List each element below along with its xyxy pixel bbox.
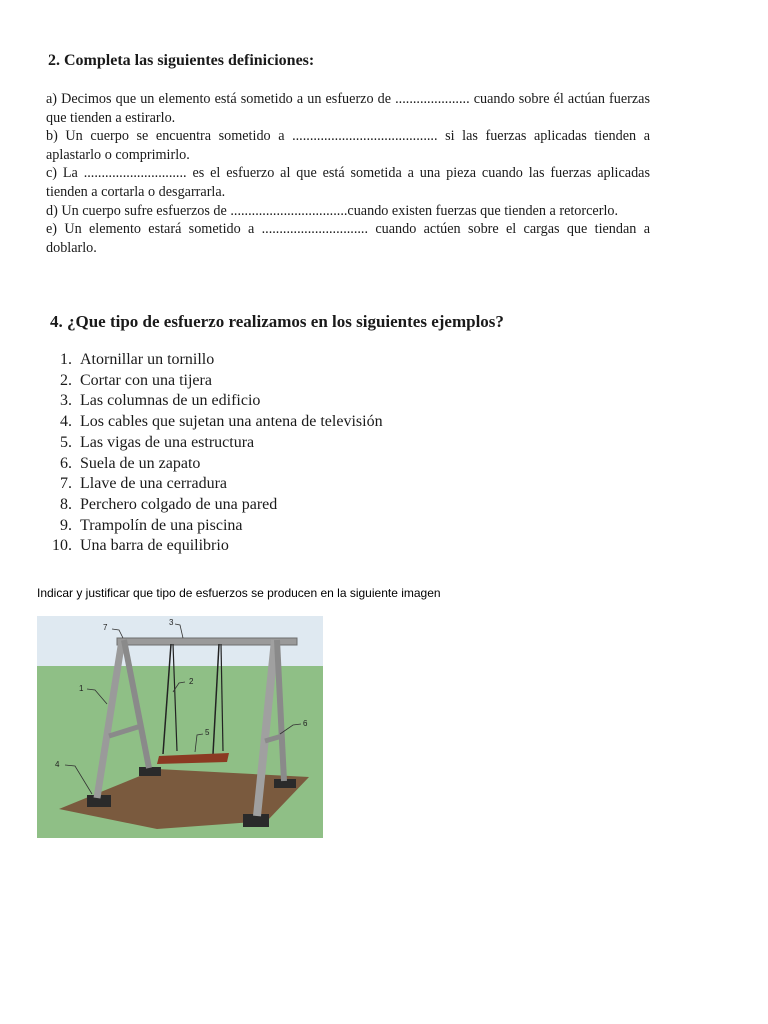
definition-a: a) Decimos que un elemento está sometido a un esfuerzo de ..................... cuando sobre él actúan fuerzas que tienden a estirarlo. <box>46 91 650 126</box>
figure-label-5: 5 <box>205 728 210 737</box>
item-number: 5. <box>60 433 72 451</box>
list-item <box>50 536 650 557</box>
section-2 <box>46 52 650 257</box>
item-text: Las columnas de un edificio <box>80 392 261 410</box>
item-text: Suela de un zapato <box>80 454 201 472</box>
figure-label-3: 3 <box>169 618 174 627</box>
definitions-list <box>46 90 650 257</box>
item-number: 9. <box>60 516 72 534</box>
item-number: 6. <box>60 454 72 472</box>
list-item <box>50 516 650 537</box>
item-text: Perchero colgado de una pared <box>80 495 278 513</box>
definition-d: d) Un cuerpo sufre esfuerzos de .................................cuando existen fuerzas que tienden a retorcerlo. <box>46 202 619 219</box>
item-text: Una barra de equilibrio <box>80 537 229 555</box>
item-text: Llave de una cerradura <box>80 475 228 493</box>
list-item <box>50 495 650 516</box>
list-item <box>50 412 650 433</box>
foot-front-right <box>243 814 269 827</box>
item-number: 10. <box>52 537 72 555</box>
figure-label-4: 4 <box>55 760 60 769</box>
examples-list <box>50 350 650 557</box>
list-item <box>50 391 650 412</box>
section-4 <box>50 312 650 557</box>
list-item <box>50 433 650 454</box>
item-text: Trampolín de una piscina <box>80 516 243 534</box>
item-text: Los cables que sujetan una antena de televisión <box>80 413 383 431</box>
definition-e: e) Un elemento estará sometido a .............................. cuando actúen sobre el cargas que tiendan a doblarlo. <box>46 221 650 256</box>
list-item <box>50 474 650 495</box>
item-number: 4. <box>60 413 72 431</box>
definition-b: b) Un cuerpo se encuentra sometido a ......................................... si las fuerzas aplicadas tienden a aplastarlo o comprimirlo. <box>46 128 650 163</box>
figure-label-2: 2 <box>189 677 194 686</box>
item-text: Cortar con una tijera <box>80 371 212 389</box>
figure-caption: Indicar y justificar que tipo de esfuerzos se producen en la siguiente imagen <box>37 586 441 600</box>
figure-label-6: 6 <box>303 719 308 728</box>
section-2-heading: 2. Completa las siguientes definiciones: <box>48 52 315 69</box>
item-number: 3. <box>60 392 72 410</box>
foot-back-left <box>139 767 161 776</box>
item-text: Las vigas de una estructura <box>80 433 255 451</box>
item-number: 8. <box>60 495 72 513</box>
item-number: 7. <box>60 475 72 493</box>
item-text: Atornillar un tornillo <box>80 351 215 368</box>
item-number: 2. <box>60 371 72 389</box>
list-item <box>50 371 650 392</box>
figure-label-7: 7 <box>103 623 108 632</box>
figure-label-1: 1 <box>79 684 84 693</box>
list-item <box>50 454 650 475</box>
definition-c: c) La ............................. es el esfuerzo al que está sometida a una pieza cuando las fuerzas aplicadas tienden a cortarla o desgarrarla. <box>46 165 650 200</box>
section-4-heading: 4. ¿Que tipo de esfuerzo realizamos en los siguientes ejemplos? <box>50 312 504 331</box>
item-number: 1. <box>60 351 72 368</box>
list-item <box>50 350 650 371</box>
swing-illustration <box>37 616 323 838</box>
top-beam <box>117 638 297 645</box>
